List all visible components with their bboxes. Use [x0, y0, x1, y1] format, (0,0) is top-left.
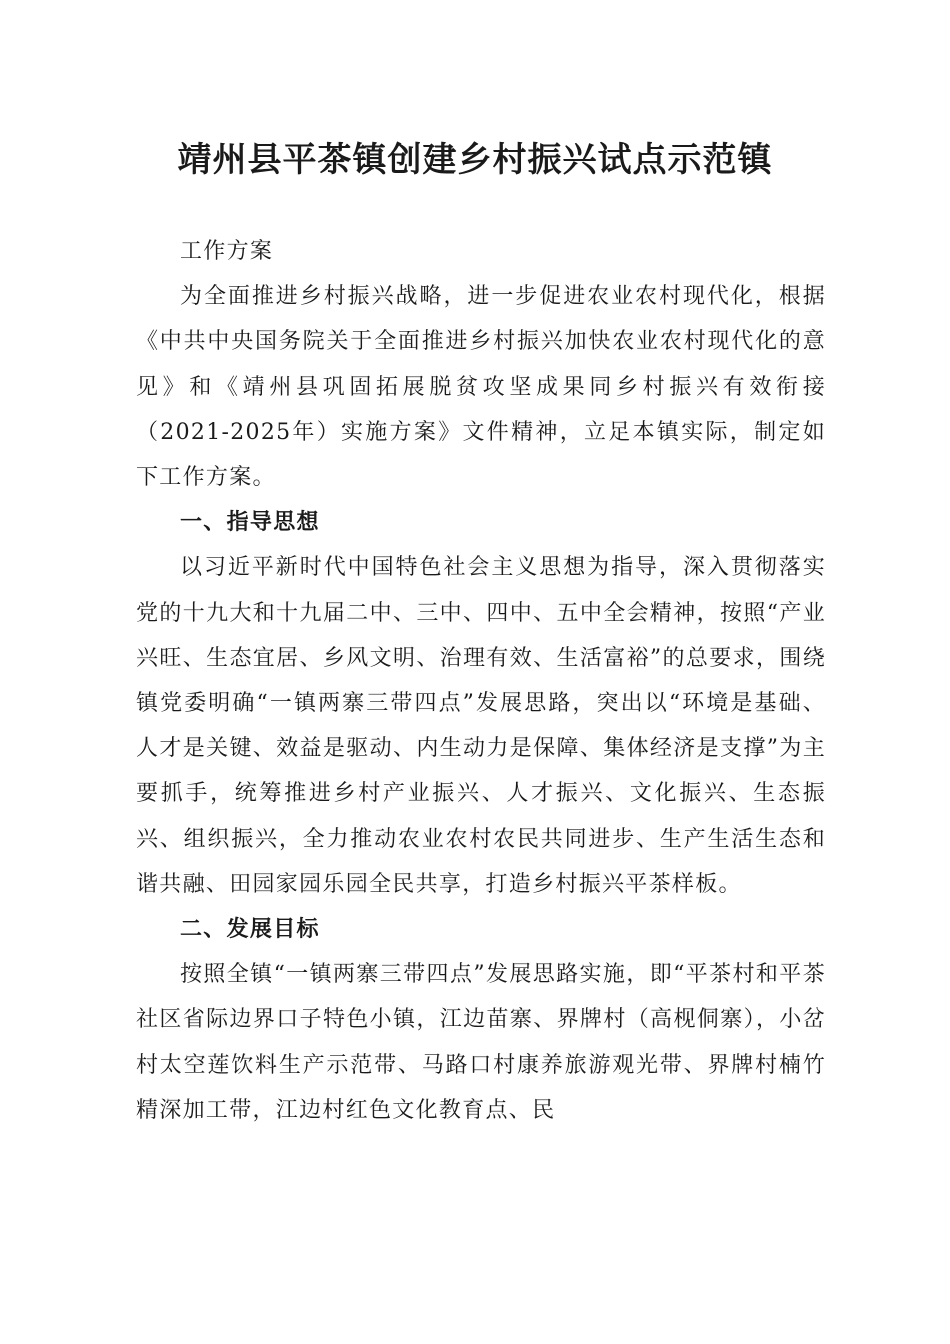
section-heading-development-goals: 二、发展目标: [180, 917, 320, 943]
section-paragraph-guiding-ideology: 以习近平新时代中国特色社会主义思想为指导，深入贯彻落实党的十九大和十九届二中、三中、四中、五中全会精神，按照“产业兴旺、生态宜居、乡风文明、治理有效、生活富裕”的总要求，围绕镇党委明确“一镇两寨三带四点”发展思路，突出以“环境是基础、人才是关键、效益是驱动、内生动力是保障、集体经济是支撑”为主要抓手，统筹推进乡村产业振兴、人才振兴、文化振兴、生态振兴、组织振兴，全力推动农业农村农民共同进步、生产生活生态和谐共融、田园家园乐园全民共享，打造乡村振兴平茶样板。: [136, 555, 826, 897]
document-title: 靖州县平茶镇创建乡村振兴试点示范镇: [177, 140, 773, 180]
intro-paragraph: 为全面推进乡村振兴战略，进一步促进农业农村现代化，根据《中共中央国务院关于全面推进乡村振兴加快农业农村现代化的意见》和《靖州县巩固拓展脱贫攻坚成果同乡村振兴有效衔接（2021-2025年）实施方案》文件精神，立足本镇实际，制定如下工作方案。: [136, 284, 826, 491]
document-body: [136, 229, 826, 1133]
section-paragraph-development-goals: 按照全镇“一镇两寨三带四点”发展思路实施，即“平茶村和平茶社区省际边界口子特色小镇，江边苗寨、界牌村（高枧侗寨），小岔村太空莲饮料生产示范带、马路口村康养旅游观光带、界牌村楠竹精深加工带，江边村红色文化教育点、民: [136, 962, 826, 1123]
section-heading-guiding-ideology: 一、指导思想: [180, 510, 320, 536]
document-subtitle: 工作方案: [180, 239, 274, 264]
